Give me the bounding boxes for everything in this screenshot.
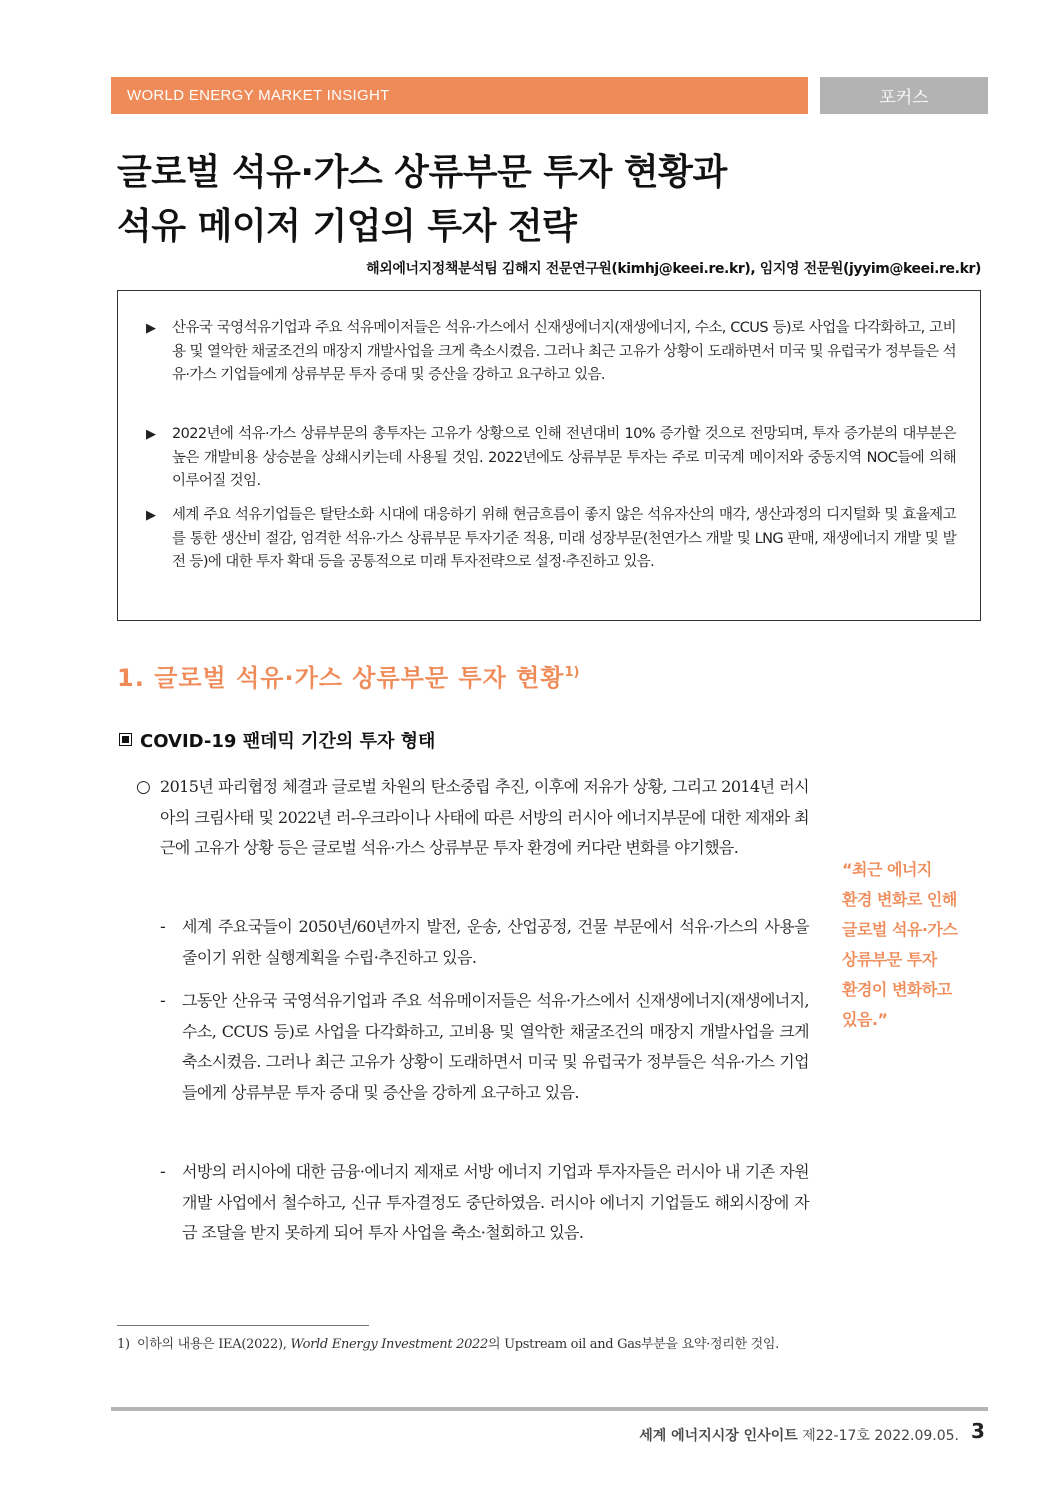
series-header-bar (111, 77, 808, 114)
dash-marker: - (160, 1162, 166, 1181)
footnote-text (117, 1334, 810, 1356)
main-paragraph-text: 2015년 파리협정 체결과 글로벌 차원의 탄소중립 추진, 이후에 저유가 상황, 그리고 2014년 러시아의 크림사태 및 2022년 러-우크라이나 사태에 따른 서방의 러시아 에너지부문에 대한 제재와 최근에 고유가 상황 등은 글로벌 석유·가스 상류부문 투자 환경에 커다란 변화를 야기했음. (160, 777, 809, 857)
triangle-right-icon: ▶ (146, 427, 156, 442)
footer-publication-name: 세계 에너지시장 인사이트 (639, 1428, 798, 1444)
section-tag (820, 77, 988, 114)
triangle-right-icon: ▶ (146, 321, 156, 336)
footer-issue: 제22-17호 2022.09.05. (802, 1428, 959, 1444)
summary-item-text: 세계 주요 석유기업들은 탈탄소화 시대에 대응하기 위해 현금흐름이 좋지 않은 석유자산의 매각, 생산과정의 디지털화 및 효율제고를 통한 생산비 절감, 엄격한 석유·가스 상류부문 투자기준 적용, 미래 성장부문(천연가스 개발 및 LNG 판매, 재생에너지 개발 및 발전 등)에 대한 투자 확대 등을 공통적으로 미래 투자전략으로 설정·추진하고 있음. (172, 507, 956, 570)
sub-heading (119, 727, 435, 753)
summary-item-text: 2022년에 석유·가스 상류부문의 총투자는 고유가 상황으로 인해 전년대비 10% 증가할 것으로 전망되며, 투자 증가분의 대부분은 높은 개발비용 상승분을 상쇄시키는데 사용될 것임. 2022년에도 상류부문 투자는 주로 미국계 메이저와 중동지역 NOC들에 의해 이루어질 것임. (172, 426, 956, 489)
summary-item (146, 317, 956, 388)
summary-item (146, 423, 956, 494)
pullquote-line: 있음.” (842, 1010, 888, 1029)
footnote-text-before: 이하의 내용은 IEA(2022), (137, 1337, 291, 1352)
sub-point-text: 세계 주요국들이 2050년/60년까지 발전, 운송, 산업공정, 건물 부문에서 석유·가스의 사용을 줄이기 위한 실행계획을 수립·추진하고 있음. (182, 917, 809, 967)
footnote (117, 1334, 810, 1356)
footnote-number: 1) (117, 1337, 130, 1352)
section-tag-label: 포커스 (879, 88, 929, 108)
page-title (117, 146, 727, 254)
section-heading (117, 658, 579, 693)
footer-publication-info (639, 1425, 959, 1445)
square-bullet-icon (119, 733, 132, 746)
circle-bullet-icon: ○ (136, 777, 151, 797)
pullquote-line: 상류부문 투자 (842, 950, 937, 969)
sub-point-text: 그동안 산유국 국영석유기업과 주요 석유메이저들은 석유·가스에서 신재생에너지(재생에너지, 수소, CCUS 등)로 사업을 다각화하고, 고비용 및 열악한 채굴조건의 매장지 개발사업을 크게 축소시켰음. 그러나 최근 고유가 상황이 도래하면서 미국 및 유럽국가 정부들은 석유·가스 기업들에게 상류부문 투자 증대 및 증산을 강하게 요구하고 있음. (182, 991, 809, 1102)
dash-marker: - (160, 917, 166, 936)
sub-heading-text: COVID-19 팬데믹 기간의 투자 형태 (140, 731, 436, 752)
sub-point (160, 986, 809, 1108)
pullquote-line: 글로벌 석유·가스 (842, 920, 958, 939)
pullquote (842, 855, 982, 1035)
series-name: WORLD ENERGY MARKET INSIGHT (127, 87, 390, 104)
sub-point (160, 1157, 809, 1249)
author-byline: 해외에너지정책분석팀 김해지 전문연구원(kimhj@keei.re.kr), 임지영 전문원(jyyim@keei.re.kr) (366, 261, 981, 277)
title-line-2: 석유 메이저 기업의 투자 전략 (117, 206, 577, 247)
sub-point-text: 서방의 러시아에 대한 금융·에너지 제재로 서방 에너지 기업과 투자자들은 러시아 내 기존 자원개발 사업에서 철수하고, 신규 투자결정도 중단하였음. 러시아 에너지 기업들도 해외시장에 자금 조달을 받지 못하게 되어 투자 사업을 축소·철회하고 있음. (182, 1162, 809, 1242)
sub-point (160, 912, 809, 973)
pullquote-line: “최근 에너지 (842, 860, 932, 879)
summary-item (146, 504, 956, 575)
section-heading-text: 1. 글로벌 석유·가스 상류부문 투자 현황 (117, 664, 565, 692)
footnote-divider (117, 1325, 369, 1326)
title-line-1: 글로벌 석유·가스 상류부문 투자 현황과 (117, 152, 727, 193)
footnote-cited-title: World Energy Investment 2022 (290, 1337, 488, 1352)
summary-item-text: 산유국 국영석유기업과 주요 석유메이저들은 석유·가스에서 신재생에너지(재생에너지, 수소, CCUS 등)로 사업을 다각화하고, 고비용 및 열악한 채굴조건의 매장지 개발사업을 크게 축소시켰음. 그러나 최근 고유가 상황이 도래하면서 미국 및 유럽국가 정부들은 석유·가스 기업들에게 상류부문 투자 증대 및 증산을 강하고 요구하고 있음. (172, 320, 956, 383)
pullquote-line: 환경이 변화하고 (842, 980, 952, 999)
pullquote-line: 환경 변화로 인해 (842, 890, 957, 909)
dash-marker: - (160, 991, 166, 1010)
triangle-right-icon: ▶ (146, 508, 156, 523)
footnote-text-after: 의 Upstream oil and Gas부분을 요약·정리한 것임. (488, 1337, 779, 1352)
main-paragraph (136, 772, 809, 864)
footnote-ref: 1) (564, 665, 580, 680)
summary-box (117, 290, 981, 621)
page-number: 3 (971, 1419, 985, 1443)
footer-divider (111, 1407, 988, 1411)
